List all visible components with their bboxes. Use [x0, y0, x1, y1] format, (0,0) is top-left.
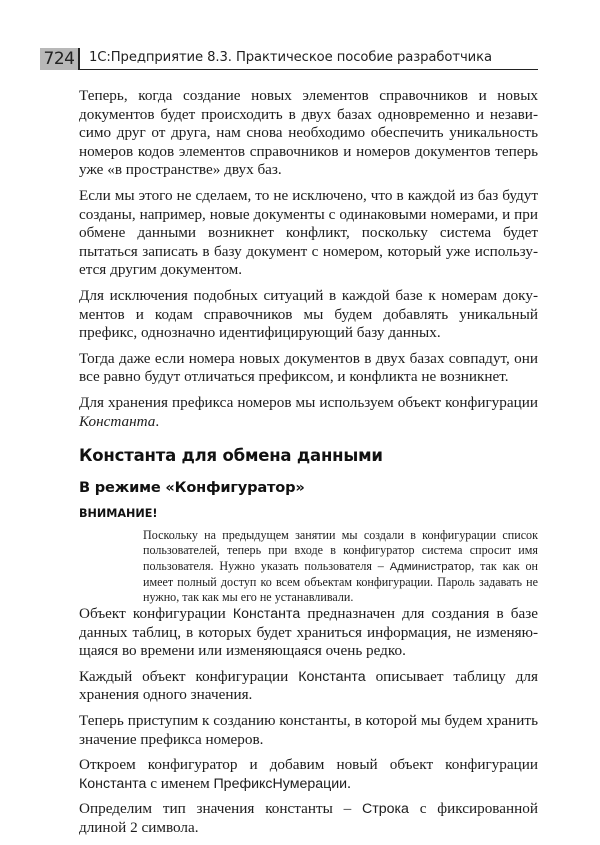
running-title: 1С:Предприятие 8.3. Практическое пособие разработчика — [80, 48, 538, 70]
paragraph-create-constant: Теперь приступим к созданию константы, в которой мы будем хранить значение префикса номеров. — [79, 712, 538, 748]
page-header — [40, 48, 538, 70]
term-constant-italic: Константа — [79, 412, 156, 430]
text-fragment: описывает таблицу для хранения одного значения. — [79, 667, 538, 704]
text-fragment: Откроем конфигуратор и добавим новый объект конфигурации — [79, 756, 538, 774]
section-title: Константа для обмена данными — [79, 446, 383, 466]
paragraph-value-type — [79, 800, 538, 837]
text-fragment: предназначен для создания в базе данных таблиц, в которых будет храниться информация, не изменяющаяся во времени или изменяющаяся очень редко. — [79, 605, 538, 660]
page-number: 724 — [40, 48, 80, 70]
subsection-title: В режиме «Конфигуратор» — [79, 479, 305, 497]
attention-label: ВНИМАНИЕ! — [79, 507, 158, 521]
text-fragment: . — [155, 412, 160, 430]
page-content — [79, 87, 538, 845]
term-constant: Константа — [79, 775, 147, 792]
text-fragment: Поскольку на предыдущем занятии мы создали в конфигурации список пользователей, теперь при входе в конфигуратор система спросит имя пользователя. Нужно указать пользователя – — [143, 528, 538, 573]
term-constant: Константа — [298, 668, 366, 685]
paragraph-uniqueness: Теперь, когда создание новых элементов справочников и новых документов будет происходить в двух базах одновременно и независимо друг от друга, нам снова необходимо обеспечить уникальность номеров кодов элементов справочников и номеров документов теперь уже «в пространстве» двух баз. — [79, 87, 538, 179]
term-constant: Константа — [232, 606, 301, 623]
paragraph-prefix-result: Тогда даже если номера новых документов в двух базах совпадут, они все равно будут отличаться префиксом, и конфликта не возникнет. — [79, 349, 538, 386]
term-prefix-numbering: ПрефиксНумерации — [213, 775, 348, 792]
attention-note — [143, 528, 538, 605]
paragraph-prefix: Для исключения подобных ситуаций в каждой базе к номерам документов и кодам справочников мы будем добавлять уникальный префикс, однозначно идентифицирующий базу данных. — [79, 286, 538, 342]
text-fragment: с именем — [146, 774, 214, 792]
text-fragment: , так как он имеет полный доступ ко всем объектам конфигурации. Пароль задавать не нужно, так как мы его не устанавливали. — [143, 558, 538, 604]
text-fragment: Для хранения префикса номеров мы используем объект конфигурации — [79, 393, 538, 411]
paragraph-constant-purpose — [79, 605, 538, 661]
paragraph-constant-table — [79, 668, 538, 705]
text-fragment: Каждый объект конфигурации — [79, 667, 299, 685]
term-string: Строка — [362, 801, 409, 818]
text-fragment: с фиксированной длиной 2 символа. — [79, 800, 538, 837]
text-fragment: Определим тип значения константы – — [79, 800, 362, 818]
text-fragment: Объект конфигурации — [79, 605, 233, 623]
term-administrator: Администратор — [389, 560, 472, 573]
text-fragment: . — [347, 774, 351, 792]
paragraph-open-configurator — [79, 756, 538, 793]
paragraph-constant-storage — [79, 394, 538, 431]
paragraph-conflict: Если мы этого не сделаем, то не исключено, что в каждой из баз будут созданы, например, новые документы с одинаковыми номерами, и при обмене данными возникнет конфликт, поскольку система будет пытаться записать в базу документ с номером, который уже используется другим документом. — [79, 186, 538, 279]
